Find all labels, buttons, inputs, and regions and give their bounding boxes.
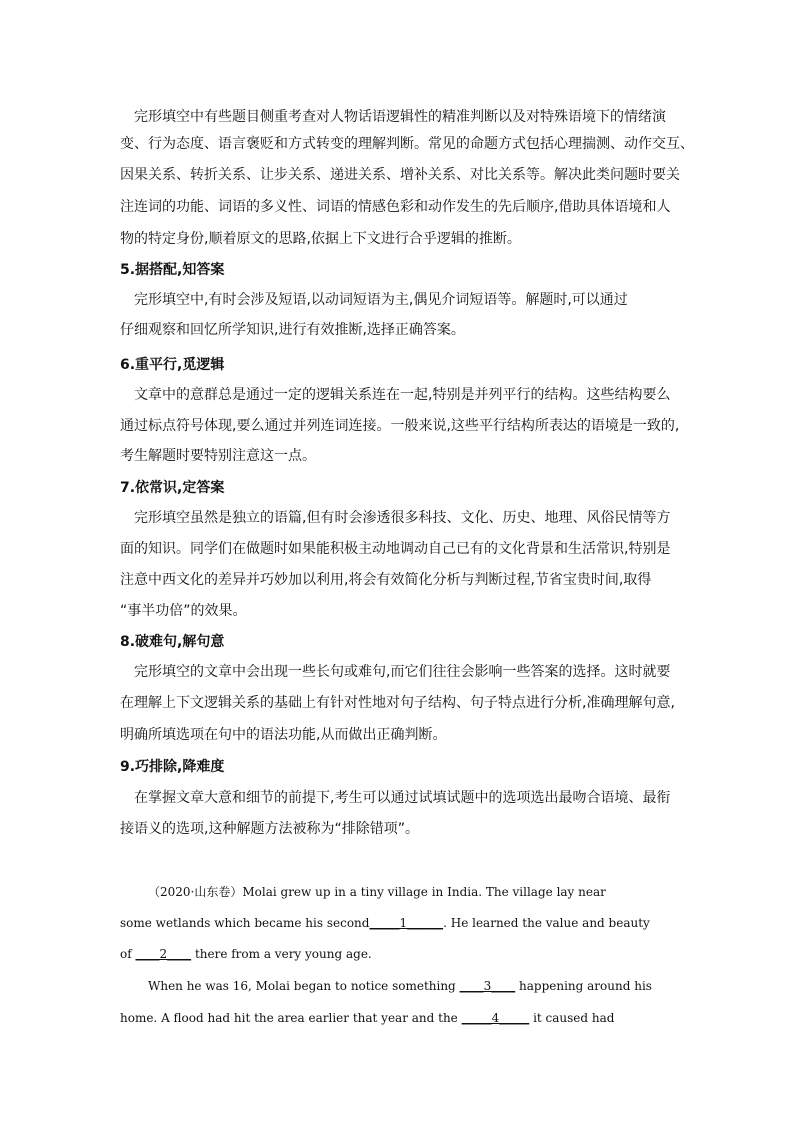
section-9-line-2: 接语义的选项,这种解题方法被称为“排除错项”。 (120, 821, 419, 837)
section-6-line-1: 文章中的意群总是通过一定的逻辑关系连在一起,特别是并列平行的结构。这些结构要么 (134, 387, 671, 403)
section-heading-5: 5.据搭配,知答案 (120, 262, 225, 278)
intro-line-2: 变、行为态度、语言褒贬和方式转变的理解判断。常见的命题方式包括心理揣测、动作交互、 (120, 136, 694, 152)
intro-line-3: 因果关系、转折关系、让步关系、递进关系、增补关系、对比关系等。解决此类问题时要关 (120, 167, 680, 183)
section-7-line-4: “事半功倍”的效果。 (120, 603, 247, 619)
section-6-line-3: 考生解题时要特别注意这一点。 (120, 448, 316, 464)
section-7-line-2: 面的知识。同学们在做题时如果能积极主动地调动自己已有的文化背景和生活常识,特别是 (120, 541, 671, 557)
passage-text: home. A flood had hit the area earlier that year and the (120, 1011, 462, 1025)
passage-line-1: （2020·山东卷）Molai grew up in a tiny village in India. The village lay near (148, 885, 606, 899)
section-heading-6: 6.重平行,觅逻辑 (120, 357, 225, 373)
section-5-line-1: 完形填空中,有时会涉及短语,以动词短语为主,偶见介词短语等。解题时,可以通过 (134, 292, 628, 308)
passage-line-3 (120, 946, 372, 962)
section-5-line-2: 仔细观察和回忆所学知识,进行有效推断,选择正确答案。 (120, 322, 465, 338)
section-9-line-1: 在掌握文章大意和细节的前提下,考生可以通过试填试题中的选项选出最吻合语境、最衔 (134, 790, 671, 806)
passage-text: some wetlands which became his second (120, 916, 370, 930)
passage-text: . He learned the value and beauty (443, 916, 650, 930)
section-heading-8: 8.破难句,解句意 (120, 634, 225, 650)
passage-text: it caused had (529, 1011, 615, 1025)
section-8-line-1: 完形填空的文章中会出现一些长句或难句,而它们往往会影响一些答案的选择。这时就要 (134, 664, 671, 680)
passage-line-4 (148, 978, 652, 994)
section-8-line-3: 明确所填选项在句中的语法功能,从而做出正确判断。 (120, 727, 447, 743)
blank-3: ____3____ (459, 979, 516, 993)
section-heading-9: 9.巧排除,降难度 (120, 759, 225, 775)
intro-line-4: 注连词的功能、词语的多义性、词语的情感色彩和动作发生的先后顺序,借助具体语境和人 (120, 199, 671, 215)
section-7-line-3: 注意中西文化的差异并巧妙加以利用,将会有效简化分析与判断过程,节省宝贵时间,取得 (120, 572, 652, 588)
blank-2: ____2____ (135, 947, 192, 961)
blank-1: _____1______ (369, 916, 444, 930)
passage-text: happening around his (515, 979, 652, 993)
passage-line-2 (120, 915, 650, 931)
passage-line-5 (120, 1010, 614, 1026)
section-6-line-2: 通过标点符号体现,要么通过并列连词连接。一般来说,这些平行结构所表达的语境是一致的, (120, 418, 680, 434)
section-8-line-2: 在理解上下文逻辑关系的基础上有针对性地对句子结构、句子特点进行分析,准确理解句意, (120, 695, 675, 711)
section-7-line-1: 完形填空虽然是独立的语篇,但有时会渗透很多科技、文化、历史、地理、风俗民情等方 (134, 510, 671, 526)
intro-line-1: 完形填空中有些题目侧重考查对人物话语逻辑性的精准判断以及对特殊语境下的情绪演 (134, 109, 666, 125)
blank-4: _____4_____ (461, 1011, 530, 1025)
passage-text: there from a very young age. (191, 947, 372, 961)
passage-text: When he was 16, Molai began to notice something (148, 979, 460, 993)
section-heading-7: 7.依常识,定答案 (120, 480, 225, 496)
intro-line-5: 物的特定身份,顺着原文的思路,依据上下文进行合乎逻辑的推断。 (120, 231, 521, 247)
passage-text: of (120, 947, 136, 961)
